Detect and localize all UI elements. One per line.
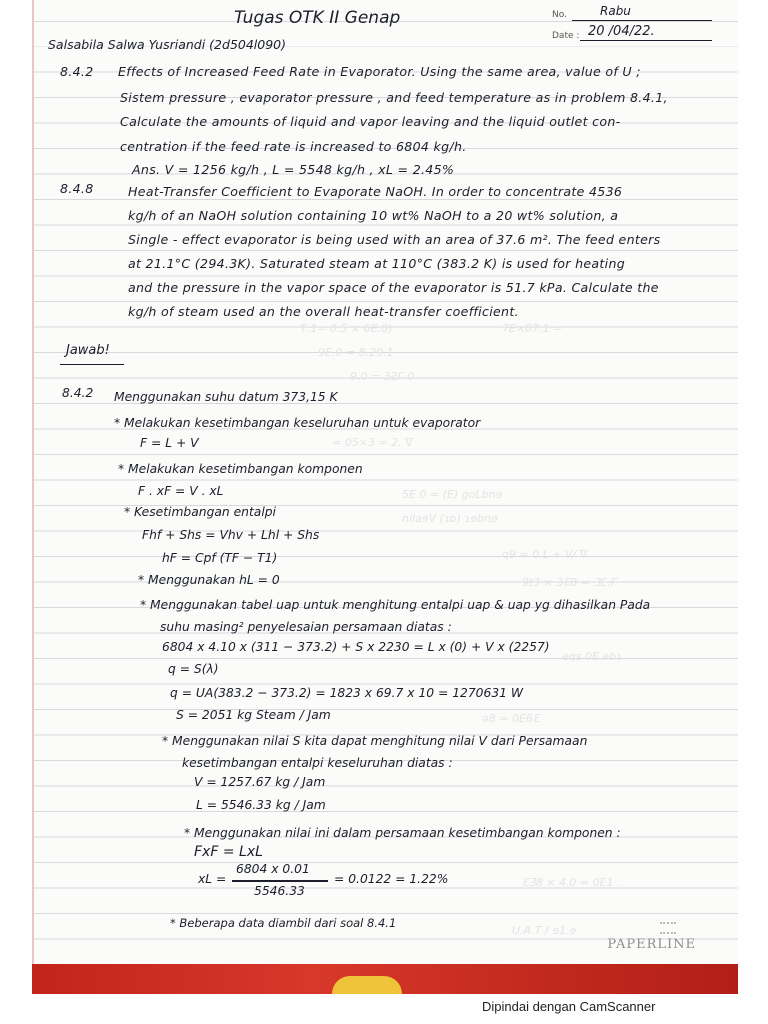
problem-text-line: kg/h of an NaOH solution containing 10 wt% NaOH to a 20 wt% solution, a [128,208,619,223]
step-equation: F . xF = V . xL [138,484,224,498]
page-margin-line [32,0,34,994]
step-equation: q = S(λ) [168,662,219,676]
ghost-text: 9E.0 = 8.29.1 [318,346,394,359]
fraction-result: = 0.0122 = 1.22% [334,872,449,886]
jawab-underline [60,364,124,365]
fraction-denominator: 5546.33 [254,884,305,898]
step-heading: suhu masing² penyelesaian persamaan diatas : [160,620,452,634]
problem-text-line: Single - effect evaporator is being used with an area of 37.6 m². The feed enters [128,232,661,247]
date-label: Date : [552,31,580,41]
step-equation: F = L + V [140,436,199,450]
ghost-text: eqs 0E ɘbɿ [562,650,623,663]
ghost-text: 9.0 = 3ƧΓ.0 [350,370,415,383]
step-heading: * Menggunakan hL = 0 [138,573,280,587]
step-heading: * Kesetimbangan entalpi [124,505,276,519]
date-value: 20 /04/22. [588,24,655,39]
notebook-page [32,0,738,994]
problem-text-line: kg/h of steam used an the overall heat-transfer coefficient. [128,304,519,319]
page-title: Tugas OTK II Genap [234,8,401,28]
step-equation: S = 2051 kg Steam / Jam [176,708,331,722]
ghost-text: U.A.T / ɘ1.ɘ [512,924,577,937]
problem-text-line: Effects of Increased Feed Rate in Evaporator. Using the same area, value of U ; [118,64,641,79]
ghost-text: = 05×3 = 2. ∇ [332,436,413,449]
problem-text-line: Calculate the amounts of liquid and vapor leaving and the liquid outlet con- [120,114,621,129]
step-heading: kesetimbangan entalpi keseluruhan diatas : [182,756,453,770]
step-heading: * Menggunakan tabel uap untuk menghitung entalpi uap & uap yg dihasilkan Pada [140,598,651,612]
step-equation: V = 1257.67 kg / Jam [194,775,326,789]
fraction-lhs: xL = [198,872,227,886]
fraction-numerator: 6804 x 0.01 [236,862,310,876]
ghost-text: q9 = 0.L + V/ ∇ [502,548,588,561]
step-equation: q = UA(383.2 − 373.2) = 1823 x 69.7 x 10 = 1270631 W [170,686,524,700]
problem-text-line: Heat-Transfer Coefficient to Evaporate NaOH. In order to concentrate 4536 [128,184,623,199]
problem-answer: Ans. V = 1256 kg/h , L = 5548 kg/h , xL = 2.45% [132,162,455,177]
no-value: Rabu [600,4,631,18]
jawab-number: 8.4.2 [62,386,94,400]
ghost-text: 9t3 × 3Ɛ8 = ƎE.Γ [522,576,618,589]
step-heading: * Melakukan kesetimbangan komponen [118,462,363,476]
student-name: Salsabila Salwa Yusriandi (2d504l090) [48,37,287,52]
step-heading: * Melakukan kesetimbangan keseluruhan untuk evaporator [114,416,481,430]
jawab-label: Jawab! [66,343,110,358]
ghost-text: nilaɘV (ɿɒ) ɿɘbnɘ [402,512,498,525]
camscanner-watermark: Dipindai dengan CamScanner [482,999,656,1014]
step-equation: Fhf + Shs = Vhv + Lhl + Shs [142,528,320,542]
problem-text-line: and the pressure in the vapor space of the evaporator is 51.7 kPa. Calculate the [128,280,659,295]
step-equation: 6804 x 4.10 x (311 − 373.2) + S x 2230 = L x (0) + V x (2257) [162,640,550,654]
step-equation: hF = Cpf (TF − T1) [162,551,278,565]
ghost-text: 5E.0 = (E) goLbnɘ [402,488,503,501]
problem-number: 8.4.2 [60,64,94,79]
step-equation: FxF = LxL [194,844,263,860]
ghost-text: 7E×07.1 = [502,322,563,335]
paperline-brand: PAPERLINE [607,937,696,952]
problem-number: 8.4.8 [60,181,94,196]
fraction-bar [232,880,328,882]
paperline-logo-icon [660,922,676,934]
ghost-text: ǝ8 = 0E6Ɛ [482,712,540,725]
footer-note: * Beberapa data diambil dari soal 8.4.1 [170,916,397,930]
problem-text-line: Sistem pressure , evaporator pressure , and feed temperature as in problem 8.4.1, [120,90,668,105]
ghost-text: ƐƎ8 × 4.0 = 0E1 . [522,876,621,889]
ghost-text: Ƭ.1= 0.5 × 6E.0) [300,322,393,335]
step-heading: * Menggunakan nilai ini dalam persamaan kesetimbangan komponen : [184,826,621,840]
problem-text-line: centration if the feed rate is increased to 6804 kg/h. [120,139,467,154]
date-underline [580,40,712,41]
step-equation: L = 5546.33 kg / Jam [196,798,326,812]
step-heading: * Menggunakan nilai S kita dapat menghitung nilai V dari Persamaan [162,734,588,748]
cover-decoration [332,976,402,994]
problem-text-line: at 21.1°C (294.3K). Saturated steam at 110°C (383.2 K) is used for heating [128,256,626,271]
no-underline [572,20,712,21]
jawab-intro: Menggunakan suhu datum 373,15 K [114,390,338,404]
no-label: No. [552,10,567,20]
